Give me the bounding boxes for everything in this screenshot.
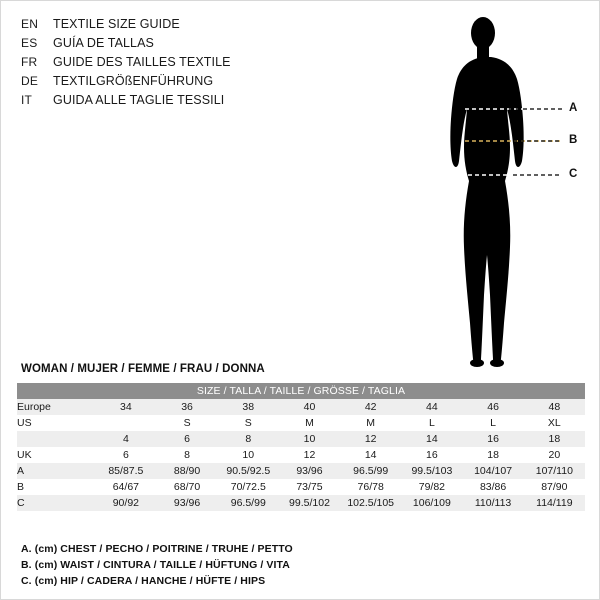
cell: XL xyxy=(547,417,561,429)
cell: 106/109 xyxy=(412,497,451,509)
cell: M xyxy=(305,417,314,429)
cell xyxy=(95,415,156,431)
cell: 96.5/99 xyxy=(230,497,266,509)
row-label: A xyxy=(17,465,25,477)
language-code: EN xyxy=(21,17,39,31)
cell: 79/82 xyxy=(418,481,446,493)
cell: 93/96 xyxy=(296,465,323,477)
body-figure xyxy=(421,11,591,371)
language-header-block xyxy=(21,17,351,112)
language-title: GUIDA ALLE TAGLIE TESSILI xyxy=(53,93,225,107)
cell: 104/107 xyxy=(474,465,513,477)
table-row xyxy=(17,399,585,415)
legend-line-c: C. (cm) HIP / CADERA / HANCHE / HÜFTE / HIPS xyxy=(21,575,266,587)
cell: 93/96 xyxy=(173,497,201,509)
legend-line-b: B. (cm) WAIST / CINTURA / TAILLE / HÜFTUNG / VITA xyxy=(21,559,290,571)
cell: 48 xyxy=(548,401,561,413)
cell: 99.5/102 xyxy=(289,497,330,509)
cell: 8 xyxy=(184,449,190,461)
cell: 107/110 xyxy=(535,465,573,477)
table-row xyxy=(17,431,585,447)
cell: 76/78 xyxy=(357,481,384,493)
language-row xyxy=(21,55,351,74)
language-row xyxy=(21,74,351,93)
language-title: TEXTILE SIZE GUIDE xyxy=(53,17,180,31)
cell: 36 xyxy=(181,401,193,413)
cell: 38 xyxy=(242,401,255,413)
cell: 68/70 xyxy=(173,481,201,493)
woman-section-heading: WOMAN / MUJER / FEMME / FRAU / DONNA xyxy=(21,363,265,375)
size-table-wrapper xyxy=(17,383,585,511)
cell: 64/67 xyxy=(112,481,139,493)
table-header-label: SIZE / TALLA / TAILLE / GRÖSSE / TAGLIA xyxy=(17,383,585,399)
language-row xyxy=(21,93,351,112)
cell: 18 xyxy=(487,449,499,461)
cell: 6 xyxy=(184,433,190,445)
row-label: US xyxy=(17,417,32,429)
measure-label-a: A xyxy=(569,102,578,114)
cell: 110/113 xyxy=(474,497,512,509)
table-header-row xyxy=(17,383,585,399)
cell: 20 xyxy=(548,449,561,461)
language-title: GUÍA DE TALLAS xyxy=(53,36,154,50)
row-label xyxy=(17,431,95,447)
size-table xyxy=(17,383,585,511)
table-row xyxy=(17,415,585,431)
table-row xyxy=(17,479,585,495)
language-code: FR xyxy=(21,55,38,69)
cell: 70/72.5 xyxy=(230,481,266,493)
cell: 16 xyxy=(426,449,438,461)
cell: 85/87.5 xyxy=(108,465,144,477)
table-row xyxy=(17,495,585,511)
row-label: Europe xyxy=(17,401,51,413)
language-title: GUIDE DES TAILLES TEXTILE xyxy=(53,55,231,69)
language-row xyxy=(21,36,351,55)
language-code: DE xyxy=(21,74,39,88)
cell: 10 xyxy=(303,433,316,445)
measure-label-b: B xyxy=(569,134,578,146)
cell: 90.5/92.5 xyxy=(226,465,271,477)
cell: 4 xyxy=(122,433,129,445)
cell: 87/90 xyxy=(541,481,568,493)
cell: L xyxy=(428,417,435,429)
cell: 12 xyxy=(303,449,316,461)
cell: 14 xyxy=(364,449,377,461)
language-row xyxy=(21,17,351,36)
cell: 10 xyxy=(242,449,255,461)
language-code: IT xyxy=(21,93,33,107)
cell: 88/90 xyxy=(173,465,201,477)
language-title: TEXTILGRÖßENFÜHRUNG xyxy=(53,74,214,88)
cell: 8 xyxy=(245,433,252,445)
cell: 18 xyxy=(548,433,561,445)
cell: 14 xyxy=(426,433,438,445)
cell: 114/119 xyxy=(536,497,573,509)
table-row xyxy=(17,447,585,463)
cell: M xyxy=(366,417,376,429)
cell: 46 xyxy=(487,401,499,413)
cell: 90/92 xyxy=(112,497,139,509)
cell: 73/75 xyxy=(296,481,323,493)
cell: 40 xyxy=(303,401,316,413)
measurement-legend xyxy=(21,541,293,589)
cell: 96.5/99 xyxy=(353,465,389,477)
cell: S xyxy=(183,417,191,429)
measure-label-c: C xyxy=(569,168,578,180)
cell: 99.5/103 xyxy=(411,465,453,477)
cell: S xyxy=(244,417,252,429)
language-code: ES xyxy=(21,36,38,50)
cell: 6 xyxy=(122,449,129,461)
female-silhouette-icon xyxy=(421,11,591,371)
legend-line-a: A. (cm) CHEST / PECHO / POITRINE / TRUHE / PETTO xyxy=(21,543,293,555)
cell: 42 xyxy=(364,401,377,413)
cell: 34 xyxy=(120,401,132,413)
cell: L xyxy=(490,417,496,429)
table-row xyxy=(17,463,585,479)
cell: 16 xyxy=(487,433,499,445)
cell: 44 xyxy=(426,401,438,413)
cell: 83/86 xyxy=(479,481,507,493)
row-label: B xyxy=(17,481,25,493)
row-label: UK xyxy=(17,449,32,461)
cell: 12 xyxy=(364,433,377,445)
cell: 102.5/105 xyxy=(347,497,395,509)
row-label: C xyxy=(17,497,25,509)
